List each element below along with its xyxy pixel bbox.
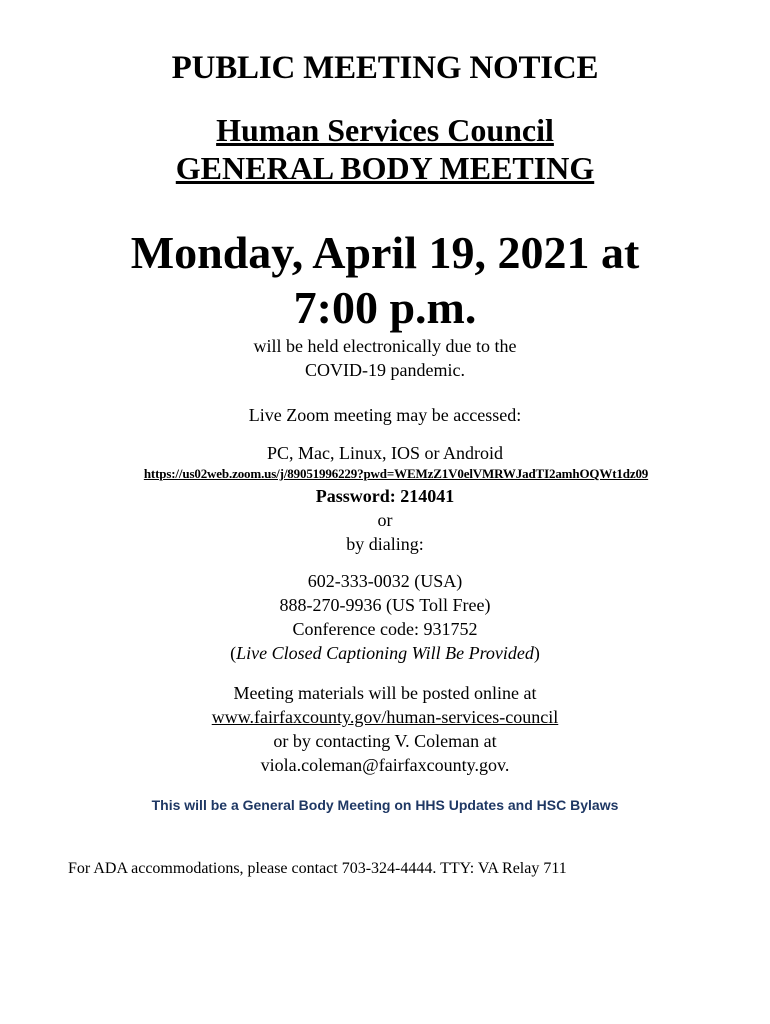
meeting-type: GENERAL BODY MEETING (175, 150, 595, 186)
ada-note: For ADA accommodations, please contact 703-324-4444. TTY: VA Relay 711 (68, 860, 567, 877)
platforms: PC, Mac, Linux, IOS or Android (267, 443, 503, 463)
phone-toll-free: 888-270-9936 (US Toll Free) (279, 595, 491, 615)
materials-info (0, 681, 770, 777)
phone-usa: 602-333-0032 (USA) (307, 571, 463, 591)
materials-line-3: or by contacting V. Coleman at (273, 731, 497, 751)
organization-heading (0, 111, 770, 187)
by-dialing-text: by dialing: (346, 534, 424, 554)
zoom-intro: Live Zoom meeting may be accessed: (248, 405, 522, 425)
meeting-date (0, 225, 770, 335)
or-text: or (377, 510, 393, 530)
conference-code: Conference code: 931752 (292, 619, 478, 639)
zoom-link[interactable]: https://us02web.zoom.us/j/89051996229?pwd=WEMzZ1V0elVMRWJadTI2amhOQWt1dz09 (143, 466, 649, 481)
captioning-note: (Live Closed Captioning Will Be Provided) (230, 643, 540, 663)
org-name: Human Services Council (216, 112, 554, 148)
time-line: 7:00 p.m. (293, 282, 477, 333)
password: Password: 214041 (315, 486, 455, 506)
page-title: PUBLIC MEETING NOTICE (171, 50, 599, 86)
held-line-2: COVID-19 pandemic. (305, 360, 465, 380)
held-line-1: will be held electronically due to the (253, 336, 517, 356)
materials-line-1: Meeting materials will be posted online at (233, 683, 537, 703)
dial-info (0, 484, 770, 556)
phone-info (0, 569, 770, 665)
captioning-text: Live Closed Captioning Will Be Provided (236, 643, 534, 663)
agenda-note: This will be a General Body Meeting on HHS Updates and HSC Bylaws (151, 797, 619, 813)
contact-email[interactable]: viola.coleman@fairfaxcounty.gov. (260, 755, 510, 775)
date-line: Monday, April 19, 2021 at (130, 227, 640, 278)
materials-link[interactable]: www.fairfaxcounty.gov/human-services-council (211, 707, 559, 727)
held-notice (0, 334, 770, 382)
